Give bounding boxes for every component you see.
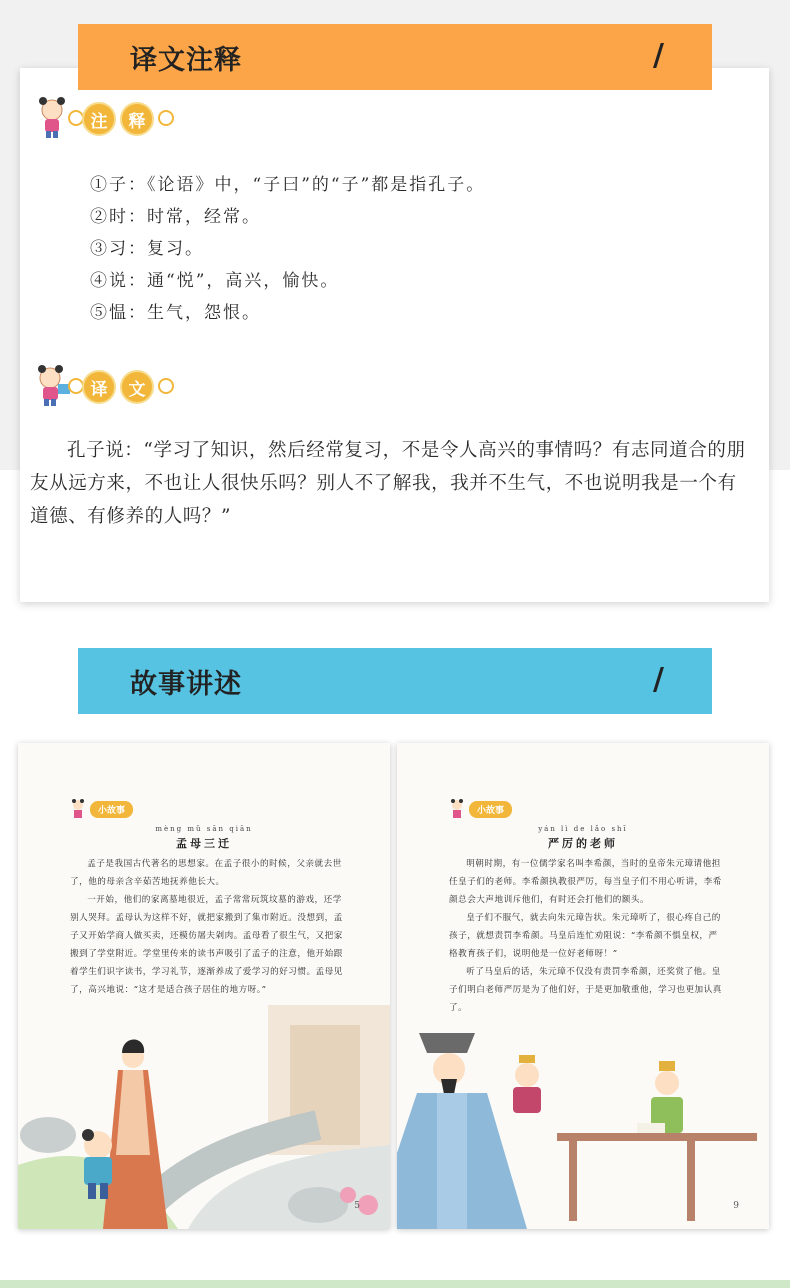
teacher-and-princes-illustration: [397, 1013, 769, 1229]
section-title: 译文注释: [130, 45, 242, 76]
ornament-right-icon: [158, 378, 174, 394]
story-tag: [449, 799, 512, 819]
story-tag-label: 小故事: [90, 801, 133, 818]
book-page-right: [397, 743, 769, 1229]
notes-list: [90, 169, 485, 329]
translation-text: 孔子说：“学习了知识，然后经常复习，不是令人高兴的事情吗？有志同道合的朋友从远方来，不也让人很快乐吗？别人不了解我，我并不生气，不也说明我是一个有道德、有修养的人吗？”: [30, 440, 746, 527]
story-body: [449, 855, 725, 1017]
translation-tag-char-1: 译: [82, 370, 116, 404]
story-paragraph: 皇子们不服气，就去向朱元璋告状。朱元璋听了，很心疼自己的孩子，就想责罚李希颜。马皇后连忙劝阻说：“李希颜不惧皇权，严格教育孩子们，说明他是一位好老师呀！”: [449, 913, 721, 959]
book-page-left: [18, 743, 390, 1229]
child-reading-mascot-icon: [32, 364, 72, 408]
note-item: ②时：时常，经常。: [90, 207, 261, 227]
story-title-pinyin: mèng mǔ sān qiān: [155, 825, 253, 833]
banner-slash: /: [653, 38, 664, 73]
notes-tag-char-1: 注: [82, 102, 116, 136]
story-paragraph: 明朝时期，有一位儒学家名叫李希颜，当时的皇帝朱元璋请他担任皇子们的老师。李希颜执教很严厉，每当皇子们不用心听讲，李希颜总会大声地训斥他们，有时还会打他们的额头。: [449, 859, 722, 905]
child-mascot-icon: [449, 799, 465, 819]
story-title: 孟母三迁: [176, 837, 232, 850]
child-mascot-icon: [70, 799, 86, 819]
note-item: ①子：《论语》中，“子曰”的“子”都是指孔子。: [90, 175, 486, 195]
child-mascot-icon: [32, 96, 72, 140]
story-paragraph: 听了马皇后的话，朱元璋不仅没有责罚李希颜，还奖赏了他。皇子们明白老师严厉是为了他们好，于是更加敬重他，学习也更加认真了。: [449, 967, 722, 1013]
bottom-strip: [0, 1280, 790, 1288]
ornament-right-icon: [158, 110, 174, 126]
story-body: [70, 855, 346, 999]
translation-tag-char-2: 文: [120, 370, 154, 404]
notes-section-banner: [78, 24, 712, 90]
page-number: 5: [354, 1201, 360, 1211]
note-item: ③习：复习。: [90, 239, 204, 259]
story-title: 严厉的老师: [548, 837, 618, 850]
story-tag-label: 小故事: [469, 801, 512, 818]
story-tag: [70, 799, 133, 819]
story-title-pinyin: yán lì de lǎo shī: [538, 825, 628, 833]
notes-card: [20, 68, 769, 602]
note-item: ④说：通“悦”，高兴，愉快。: [90, 271, 340, 291]
section-title: 故事讲述: [130, 669, 242, 700]
note-item: ⑤愠：生气，怨恨。: [90, 303, 261, 323]
banner-slash: /: [653, 662, 664, 697]
story-paragraph: 一开始，他们的家离墓地很近，孟子常常玩筑坟墓的游戏，还学别人哭拜。孟母认为这样不好，就把家搬到了集市附近。没想到，孟子又开始学商人做买卖，还模仿屠夫剁肉。孟母看了很生气，又把家搬到了学堂附近。学堂里传来的读书声吸引了孟子的注意，他开始跟着学生们识字读书，学习礼节，逐渐养成了爱学习的好习惯。孟母见了，高兴地说：“这才是适合孩子居住的地方呀。”: [70, 895, 343, 995]
page-number: 9: [733, 1201, 739, 1211]
story-paragraph: 孟子是我国古代著名的思想家。在孟子很小的时候，父亲就去世了，他的母亲含辛茹苦地抚养他长大。: [70, 859, 342, 887]
story-section-banner: [78, 648, 712, 714]
notes-tag-char-2: 释: [120, 102, 154, 136]
mother-and-child-illustration: [18, 1005, 390, 1229]
